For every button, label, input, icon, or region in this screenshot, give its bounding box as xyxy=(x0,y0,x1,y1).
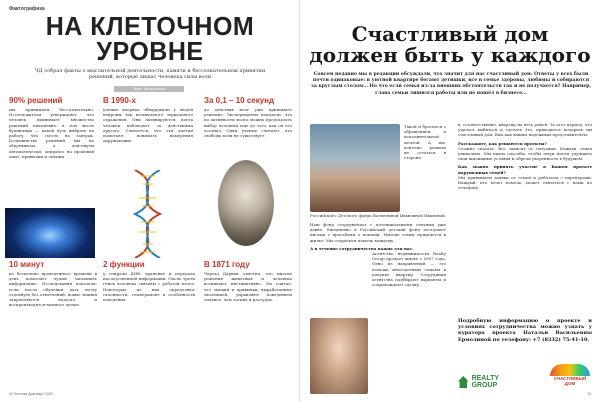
photo-caption: Российского Детского фонда Валентиной Ивановной Ивановой. xyxy=(310,213,446,218)
happy-logo-line-1: СЧАСТЛИВЫЙ xyxy=(553,376,587,381)
interview-question: Расскажите, как решаются проекты? xyxy=(458,140,547,146)
fact-heading: В 1990-х xyxy=(103,96,136,105)
title-line-2: должен быть у каждого xyxy=(309,43,591,67)
fact-heading: В 1871 году xyxy=(204,260,250,269)
article-text: Такой и бросился с обращением и исполнительной мечтой. А мы, конечно, решили не остаться в стороне. xyxy=(404,124,446,161)
fact-text: из бесцельно проведенного времени в день помогают лучше запомнить информацию. Исследования показали: если после обучения дать мозгу отдохнуть без отвлечений, новые знания закрепляются надолго и воспроизводятся намного лучше. xyxy=(9,271,97,308)
article-column xyxy=(458,122,592,318)
realty-group-logo xyxy=(458,374,520,390)
fact-block xyxy=(103,96,193,168)
title-line-2: УРОВНЕ xyxy=(96,36,204,67)
fact-heading: 10 минут xyxy=(9,260,45,269)
author-label: Текст: Автор статьи xyxy=(133,87,165,91)
right-page xyxy=(300,0,600,402)
article-text: Агентство недвижимости Realty Group продает жилье с 2007 года. Одно из направлений — это помощь многодетным семьям в покупке квартир. Сотрудники агентства подбирают варианты и сопровождают сделку. xyxy=(372,251,446,288)
page-number: 13 xyxy=(587,392,591,396)
article-lead: Совсем недавно мы в редакции обсуждали, что значит для нас счастливый дом. Ответы у всех были почти одинаковые: в уютной квартире бегают детишки, все в семье здоровы, любимы и собираются за круглым столом... Но что если семья из-за внешних обстоятельств так и не получается? Например, глава семьи лишился работы или не пошёл в бизнесе... xyxy=(310,72,592,96)
title-line-1: Счастливый дом xyxy=(351,22,549,46)
fact-text: у спирали ДНК: хранение и передача наследственной информации. Около трети генов человека связаны с работой мозга. Некоторые из них определяют склонности, темперамент и особенности поведения. xyxy=(103,271,195,303)
fact-block xyxy=(9,96,94,216)
happy-home-logo xyxy=(548,364,592,396)
page-title xyxy=(0,11,300,67)
interviewee-photo xyxy=(310,124,400,212)
rainbow-icon xyxy=(550,364,590,376)
happy-logo-line-2: ДОМ xyxy=(564,381,576,386)
title-line-1: НА КЛЕТОЧНОМ xyxy=(45,11,255,42)
article-text: Наш фонд сотрудничает с потенциальными семьями уже давно. Ежедневно в Российский детский фонд поступают письма с просьбами о помощи. Многие семьи нуждаются в жилье. Мы стараемся помочь каждому. xyxy=(310,222,446,243)
contact-block xyxy=(458,318,592,368)
fact-text: ученые впервые обнаружили у людей нейроны так называемого зеркального отражения. Они активируются, когда человек наблюдает за действиями другого. Считается, что эти клетки помогают понимать намерения окружающих. xyxy=(103,107,193,144)
realty-logo-text: REALTY GROUP xyxy=(471,375,499,389)
intro-text: ЧД собрал факты о мыслительной деятельности, памяти и бессознательном принятии решений, которые лишат человека силы воли xyxy=(34,68,266,81)
fact-text: мы принимаем бессознательно. Исследователи утверждают, что человек принимает множество решений ежедневно: в том числе будничных — какой путь выбрать на работу, что съесть на завтрак. Большинство решений мы не обдумываем, а действуем автоматически, опираясь на прошлый опыт, привычки и эмоции. xyxy=(9,107,94,159)
author-bar xyxy=(114,86,184,92)
fact-heading: 90% решений xyxy=(9,96,63,105)
darwin-portrait xyxy=(218,160,274,246)
child-photo xyxy=(310,318,368,394)
article-text: Мы принимаем заявки от семей и работаем с партнерами. Каждый, кто хочет помочь, может связаться с нами по телефону. xyxy=(458,174,592,191)
fact-block xyxy=(103,260,195,388)
article-title xyxy=(300,24,600,66)
fact-block xyxy=(9,260,97,388)
interview-question: Как можно принять участие в Вашем проекте нарушенных семей? xyxy=(458,164,592,175)
fact-block xyxy=(204,96,292,162)
interview-question: А в течение сотрудничества важна для нас. xyxy=(310,245,414,251)
fact-block xyxy=(204,260,292,388)
neuron-illustration xyxy=(5,208,95,258)
article-text: Сложно сказать. Все зависит от ситуации. Каждая семья уникальна. Мы ищем способы, чтобы люди могли улучшить свои жилищные условия и обрели уверенность в будущем. xyxy=(458,145,592,162)
contact-info: Подробную информацию о проекте и условиях сотрудничества можно узнать у куратора проекта Натальи Васильевны Ермолиной по телефону: +7 (8332) 75-41-10. xyxy=(458,318,592,343)
house-icon xyxy=(458,376,469,388)
section-label: Фактографика xyxy=(9,6,45,12)
page-footer: 12 Честная Дом март 2023 xyxy=(9,392,53,396)
fact-text: до действия мозг уже принимает решение. Эксперименты показали, что по активности мозга можно предсказать выбор человека еще до того, как он его осознал. Одни ученые считают, что свободы воли не существует. xyxy=(204,107,292,139)
dna-helix-illustration xyxy=(115,170,180,258)
fact-heading: За 0,1 – 10 секунд xyxy=(204,96,275,105)
fact-text: Чарльз Дарвин отметил, что многие решения животных и человека возникают инстинктивно. Он считал, что эмоции и привычки, выработанные эволюцией, управляют поведением сильнее, чем логика и рассудок. xyxy=(204,271,292,303)
article-text: в, соответственно, квартир на весь район. За этот период, что удалось выбиться и сделать это, приходится подарить им счастливый дом. Вам как вашим надежным представителем. xyxy=(458,122,592,138)
fact-heading: 2 функции xyxy=(103,260,145,269)
